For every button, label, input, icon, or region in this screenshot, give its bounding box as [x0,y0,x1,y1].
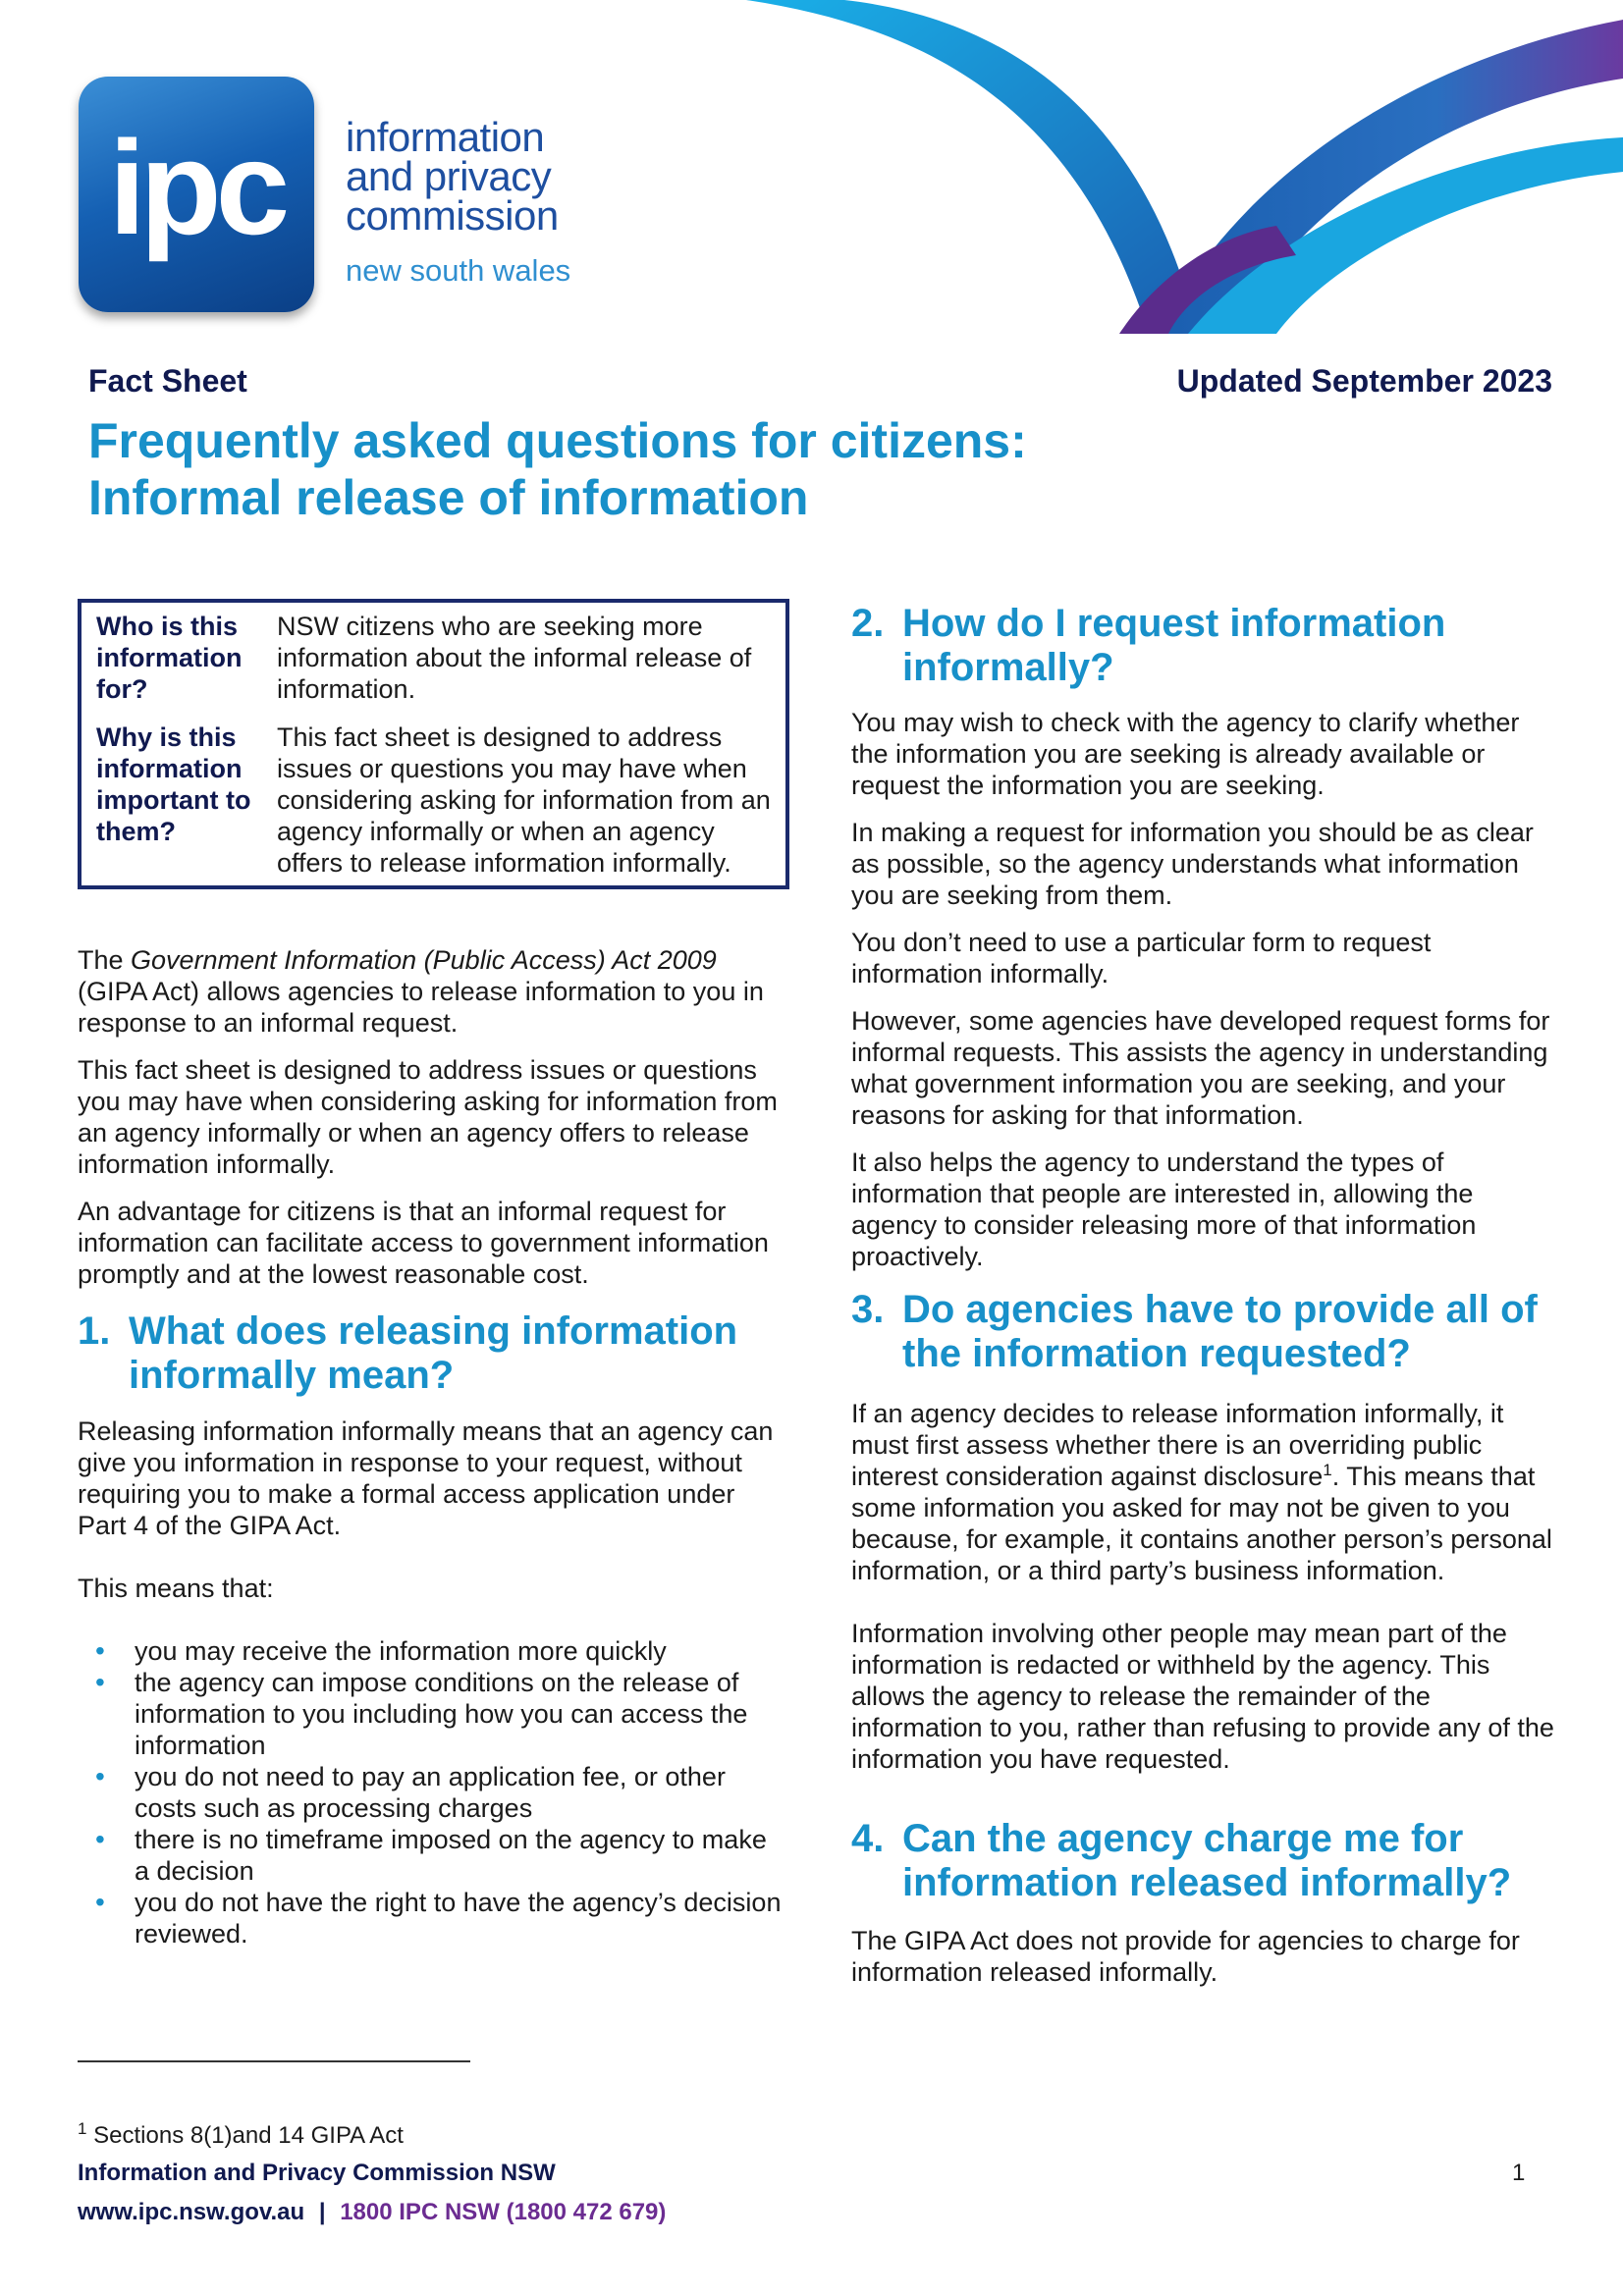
section-heading-text: Do agencies have to provide all of the information requested? [902,1288,1538,1375]
section-paragraph: The GIPA Act does not provide for agencies to charge for information released informally. [851,1926,1520,1987]
list-item: • you do not have the right to have the agency’s decision reviewed. [78,1887,784,1949]
footnote-text: Sections 8(1)and 14 GIPA Act [93,2122,404,2149]
list-item: • you may receive the information more quickly [78,1635,784,1667]
section-body [78,1415,784,1949]
footer-org: Information and Privacy Commission NSW [78,2160,556,2186]
section-paragraph: If an agency decides to release information informally, it must first assess whether there is an overriding public interest consideration against disclosure$^1$. This means that some information you asked for may not be given to you because, for example, it contains another person’s personal information, or a third party’s business information. [851,1399,1552,1585]
section-heading-text: How do I request information informally? [902,602,1446,689]
footer-phone: 1800 IPC NSW (1800 472 679) [340,2199,667,2225]
updated-date: Updated September 2023 [1176,363,1552,399]
logo-brand-line: information [346,114,545,160]
list-item: • you do not need to pay an application fee, or other costs such as processing charges [78,1761,784,1824]
section-number: 1. [78,1309,111,1353]
intro-paragraph: This fact sheet is designed to address issues or questions you may have when considering asking for information from an agency informally or when an agency offers to release information informally. [78,1055,778,1179]
section-number: 3. [851,1288,885,1331]
intro-paragraph: An advantage for citizens is that an informal request for information can facilitate access to government information promptly and at the lowest reasonable cost. [78,1197,769,1289]
footer-url-link[interactable]: www.ipc.nsw.gov.au [78,2199,305,2225]
section-heading [851,602,1558,690]
section-body [851,1398,1558,1790]
info-text: NSW citizens who are seeking more information about the informal release of information. [277,612,752,704]
section-heading [851,1817,1558,1905]
footer-separator: | [318,2199,326,2225]
decorative-swoosh-graphic [727,0,1623,344]
section-paragraph: It also helps the agency to understand the types of information that people are interested in, allowing the agency to consider releasing more of that information proactively. [851,1148,1477,1271]
info-label: Why is this information important to them? [96,722,251,846]
section-body [851,707,1558,1288]
footer-contact [78,2199,666,2226]
section-heading-text: Can the agency charge me for information released informally? [902,1817,1512,1904]
audience-info-box [78,599,789,889]
intro-paragraph: The Government Information (Public Access) Act 2009 (GIPA Act) allows agencies to release information to you in response to an informal request. [78,945,764,1038]
logo-brand-line: commission [346,192,559,239]
logo-brand-subline: new south wales [346,253,571,288]
section-heading [851,1288,1558,1376]
footnote-ref[interactable]: 1 [1323,1461,1332,1479]
section-number: 4. [851,1817,885,1860]
section-paragraph: Information involving other people may mean part of the information is redacted or withheld by the agency. This allows the agency to release the remainder of the information to you, rather than refusing to provide any of the information you have requested. [851,1619,1554,1774]
logo-brand-line: and privacy [346,153,552,199]
section-number: 2. [851,602,885,645]
footnote [78,2119,404,2150]
footnote-divider [78,2060,470,2062]
section-paragraph: Releasing information informally means that an agency can give you information in response to your request, without requiring you to make a formal access application under Part 4 of the GIPA Act. [78,1416,774,1540]
doc-type-label: Fact Sheet [88,363,247,399]
section-heading-text: What does releasing information informally mean? [129,1309,738,1397]
page-title [88,412,1027,526]
act-title: Government Information (Public Access) Act 2009 [131,945,717,975]
section-paragraph: You may wish to check with the agency to clarify whether the information you are seeking is already available or request the information you are seeking. [851,708,1520,800]
page-number: 1 [1512,2160,1526,2186]
section-paragraph: This means that: [78,1574,274,1603]
ipc-logo [79,77,314,312]
intro-section [78,944,784,1306]
title-line: Informal release of information [88,470,809,525]
footnote-number: 1 [78,2119,87,2138]
info-label: Who is this information for? [96,612,243,704]
logo-mark: ipc [108,113,285,262]
section-paragraph: However, some agencies have developed request forms for informal requests. This assists the agency in understanding what government information you are seeking, and your reasons for asking for that information. [851,1006,1550,1130]
title-line: Frequently asked questions for citizens: [88,413,1027,468]
section-heading [78,1309,784,1398]
section-body [851,1925,1558,2003]
list-item: • the agency can impose conditions on the release of information to you including how you can access the information [78,1667,784,1761]
conditions-list [78,1635,784,1949]
info-text: This fact sheet is designed to address issues or questions you may have when considering asking for information from an agency informally or when an agency offers to release information informally. [277,722,771,878]
section-paragraph: In making a request for information you should be as clear as possible, so the agency understands what information you are seeking from them. [851,818,1534,910]
list-item: • there is no timeframe imposed on the agency to make a decision [78,1824,784,1887]
section-paragraph: You don’t need to use a particular form to request information informally. [851,928,1432,988]
